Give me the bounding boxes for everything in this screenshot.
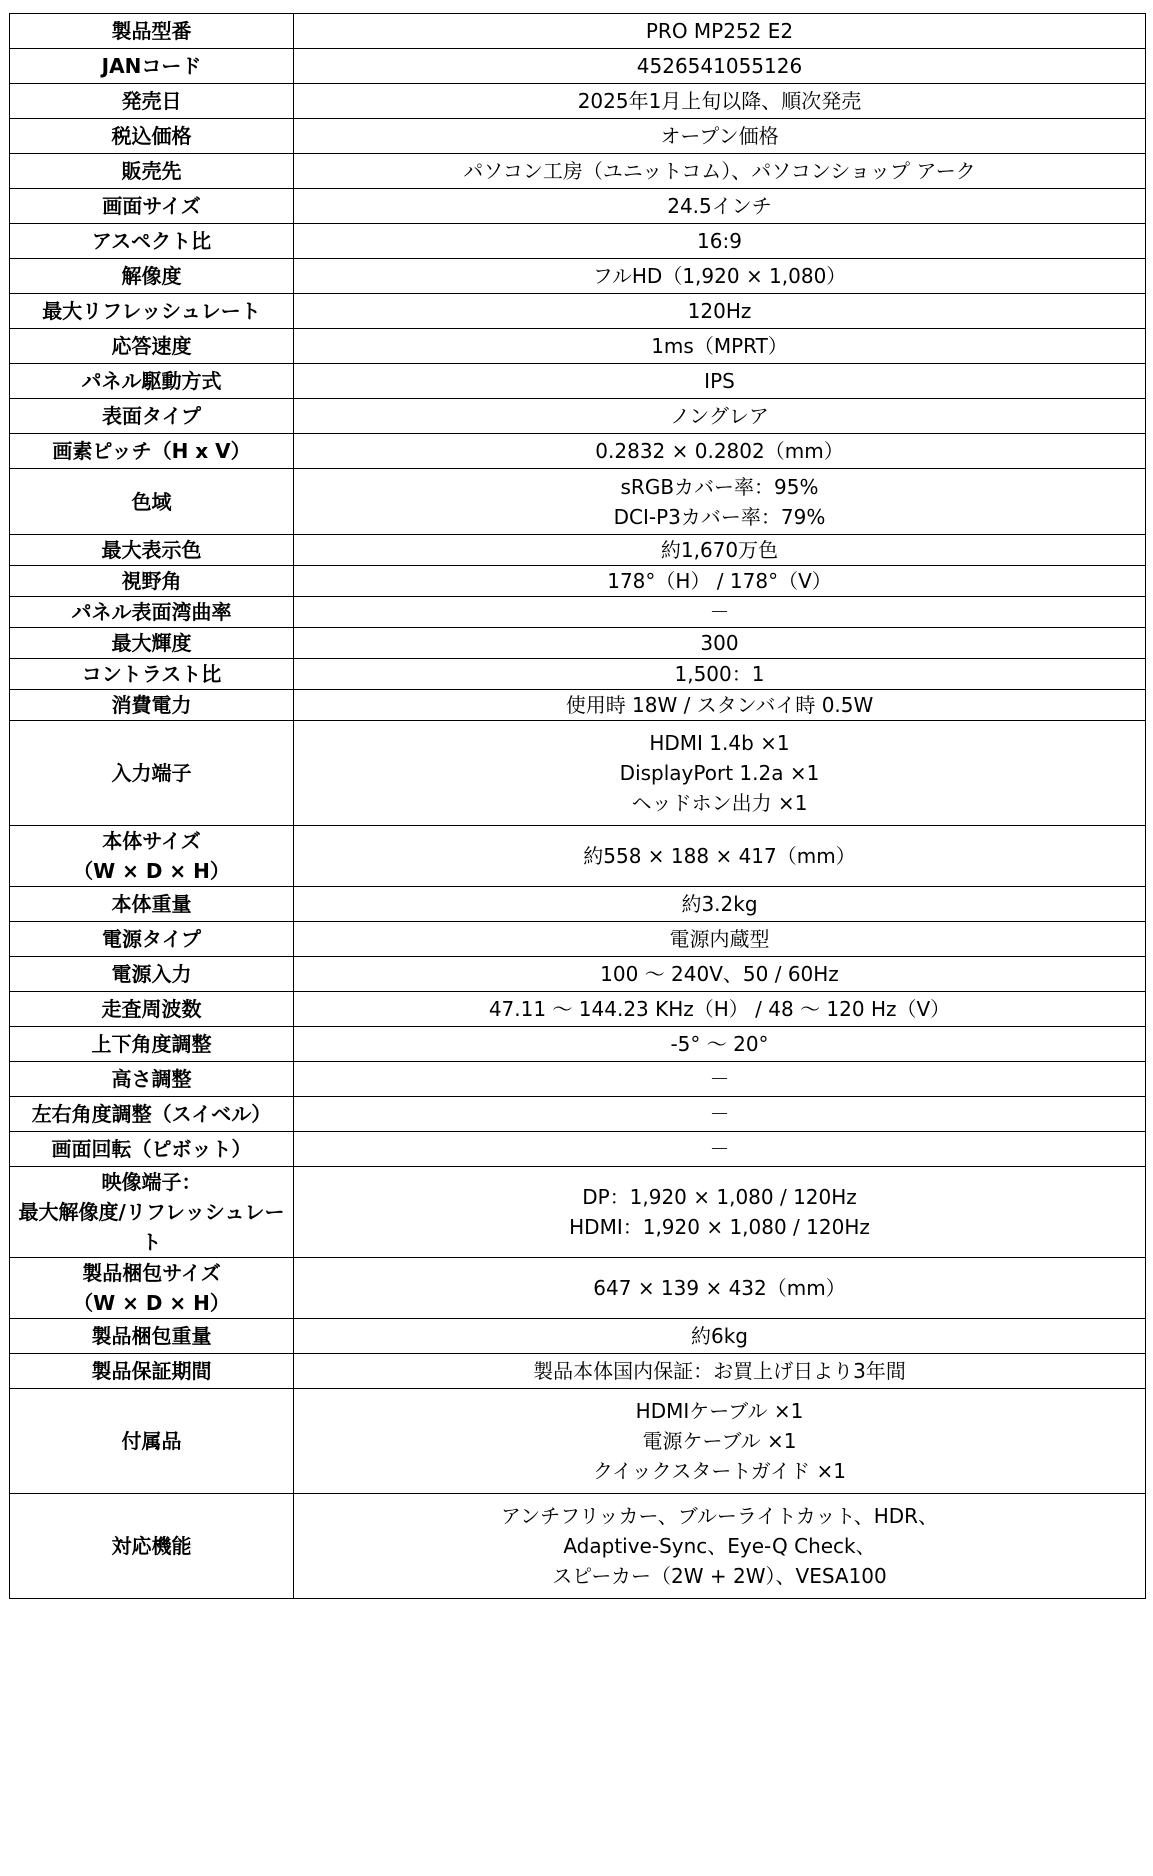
spec-row: [10, 826, 1146, 887]
spec-label: [10, 364, 294, 399]
spec-row: [10, 224, 1146, 259]
spec-value: [294, 469, 1146, 535]
spec-label-line: 表面タイプ: [102, 404, 201, 428]
spec-value: [294, 721, 1146, 826]
spec-row: [10, 119, 1146, 154]
spec-label-line: コントラスト比: [81, 662, 222, 686]
spec-row: [10, 1354, 1146, 1389]
spec-label-line: 電源タイプ: [102, 927, 201, 951]
spec-value-line: 0.2832 × 0.2802（mm）: [595, 439, 844, 463]
spec-row: [10, 329, 1146, 364]
spec-label-line: 解像度: [121, 264, 182, 288]
spec-value: [294, 1389, 1146, 1494]
spec-label: [10, 259, 294, 294]
spec-row: [10, 1319, 1146, 1354]
spec-row: [10, 84, 1146, 119]
spec-label: [10, 1062, 294, 1097]
spec-value: [294, 566, 1146, 597]
spec-value-line: オープン価格: [660, 124, 779, 148]
spec-value: [294, 1494, 1146, 1599]
spec-value-line: －: [709, 1137, 730, 1161]
spec-row: [10, 49, 1146, 84]
spec-row: [10, 957, 1146, 992]
spec-label-line: 視野角: [121, 569, 182, 593]
spec-label-line: 色域: [131, 489, 172, 514]
spec-row: [10, 399, 1146, 434]
spec-row: [10, 721, 1146, 826]
spec-label-line: 画面回転（ピボット）: [51, 1137, 252, 1161]
spec-label-line: 応答速度: [111, 334, 192, 358]
spec-label: [10, 659, 294, 690]
spec-label: [10, 1494, 294, 1599]
spec-row: [10, 364, 1146, 399]
spec-row: [10, 535, 1146, 566]
spec-value-line: 16:9: [697, 229, 742, 253]
spec-value-line: HDMI：1,920 × 1,080 / 120Hz: [569, 1215, 870, 1239]
spec-label-line: JANコード: [101, 54, 202, 78]
spec-row: [10, 1389, 1146, 1494]
spec-label: [10, 922, 294, 957]
spec-label-line: 最大表示色: [101, 538, 202, 562]
spec-value-line: クイックスタートガイド ×1: [592, 1459, 847, 1483]
spec-label: [10, 887, 294, 922]
spec-label: [10, 826, 294, 887]
spec-label-line: 画面サイズ: [102, 194, 201, 218]
spec-label-line: アスペクト比: [91, 229, 212, 253]
spec-label: [10, 1389, 294, 1494]
spec-row: [10, 1494, 1146, 1599]
spec-row: [10, 566, 1146, 597]
spec-value-line: 製品本体国内保証：お買上げ日より3年間: [533, 1359, 906, 1383]
spec-value: [294, 1062, 1146, 1097]
spec-value-line: アンチフリッカー、ブルーライトカット、HDR、: [500, 1504, 939, 1528]
spec-label: [10, 189, 294, 224]
spec-label-line: 入力端子: [111, 761, 192, 785]
spec-value: [294, 364, 1146, 399]
spec-value-line: 120Hz: [687, 299, 752, 323]
spec-label: [10, 329, 294, 364]
spec-row: [10, 1097, 1146, 1132]
spec-label: [10, 992, 294, 1027]
spec-row: [10, 628, 1146, 659]
spec-value: [294, 690, 1146, 721]
spec-value-line: 使用時 18W / スタンバイ時 0.5W: [565, 693, 874, 717]
spec-label: [10, 1132, 294, 1167]
spec-label: [10, 690, 294, 721]
spec-label-line: 製品梱包サイズ: [82, 1261, 221, 1285]
spec-value-line: DP：1,920 × 1,080 / 120Hz: [582, 1185, 857, 1209]
spec-label-line: 製品保証期間: [91, 1359, 212, 1383]
spec-value-line: 2025年1月上旬以降、順次発売: [577, 89, 862, 113]
spec-label-line: 税込価格: [111, 124, 192, 148]
spec-table: [9, 13, 1146, 1599]
spec-label: [10, 294, 294, 329]
spec-value-line: 300: [700, 631, 739, 655]
spec-table-body: [10, 14, 1146, 1599]
spec-value-line: フルHD（1,920 × 1,080）: [592, 264, 847, 288]
spec-row: [10, 259, 1146, 294]
spec-label: [10, 154, 294, 189]
spec-label-line: 本体重量: [111, 892, 192, 916]
spec-label: [10, 957, 294, 992]
spec-value: [294, 259, 1146, 294]
spec-value-line: 1,500：1: [674, 662, 765, 686]
spec-label: [10, 14, 294, 49]
spec-label-line: （W × D × H）: [73, 859, 230, 883]
spec-value: [294, 628, 1146, 659]
spec-value-line: HDMIケーブル ×1: [635, 1399, 804, 1423]
spec-label-line: 高さ調整: [111, 1067, 192, 1091]
spec-value: [294, 84, 1146, 119]
spec-value-line: PRO MP252 E2: [645, 19, 794, 43]
spec-label-line: 本体サイズ: [102, 829, 201, 853]
spec-label: [10, 469, 294, 535]
spec-value-line: DisplayPort 1.2a ×1: [619, 761, 820, 785]
spec-row: [10, 922, 1146, 957]
spec-value: [294, 887, 1146, 922]
spec-value: [294, 189, 1146, 224]
spec-label: [10, 721, 294, 826]
spec-label-line: 画素ピッチ（H x V）: [52, 439, 251, 463]
spec-row: [10, 1062, 1146, 1097]
spec-value-line: 約1,670万色: [660, 538, 779, 562]
spec-label: [10, 1258, 294, 1319]
spec-value: [294, 329, 1146, 364]
spec-label-line: 映像端子：: [101, 1170, 202, 1194]
spec-value-line: DCI-P3カバー率：79%: [613, 504, 826, 529]
spec-value-line: 647 × 139 × 432（mm）: [593, 1276, 846, 1300]
spec-label: [10, 628, 294, 659]
spec-row: [10, 14, 1146, 49]
spec-value: [294, 957, 1146, 992]
spec-value-line: -5° ～ 20°: [670, 1032, 769, 1056]
spec-label: [10, 1354, 294, 1389]
spec-value-line: スピーカー（2W + 2W）、VESA100: [552, 1564, 887, 1588]
spec-value-line: 約6kg: [690, 1324, 748, 1348]
spec-row: [10, 189, 1146, 224]
spec-label-line: 販売先: [121, 159, 182, 183]
spec-value: [294, 1132, 1146, 1167]
spec-value-line: ノングレア: [670, 404, 769, 428]
spec-label-line: 消費電力: [111, 693, 192, 717]
spec-value-line: 約3.2kg: [681, 892, 758, 916]
spec-label: [10, 119, 294, 154]
spec-label: [10, 1167, 294, 1258]
spec-label: [10, 434, 294, 469]
spec-label: [10, 84, 294, 119]
spec-value: [294, 49, 1146, 84]
spec-value-line: 47.11 ～ 144.23 KHz（H） / 48 ～ 120 Hz（V）: [488, 997, 951, 1021]
spec-value: [294, 14, 1146, 49]
spec-label-line: 最大輝度: [111, 631, 192, 655]
spec-value-line: ヘッドホン出力 ×1: [631, 791, 808, 815]
spec-value: [294, 992, 1146, 1027]
spec-value: [294, 399, 1146, 434]
spec-row: [10, 659, 1146, 690]
spec-label-line: 付属品: [121, 1429, 182, 1453]
spec-value-line: パソコン工房（ユニットコム）、パソコンショップ アーク: [463, 159, 976, 183]
spec-value: [294, 826, 1146, 887]
spec-label: [10, 1319, 294, 1354]
spec-value: [294, 154, 1146, 189]
spec-value: [294, 659, 1146, 690]
spec-row: [10, 1258, 1146, 1319]
spec-label-line: 最大解像度/リフレッシュレート: [18, 1200, 285, 1254]
spec-label-line: 対応機能: [111, 1534, 192, 1558]
spec-label: [10, 1097, 294, 1132]
spec-label-line: 製品型番: [111, 19, 192, 43]
spec-label-line: 電源入力: [111, 962, 192, 986]
spec-value-line: －: [709, 1067, 730, 1091]
spec-label-line: 走査周波数: [101, 997, 202, 1021]
spec-value: [294, 294, 1146, 329]
spec-value-line: 約558 × 188 × 417（mm）: [583, 844, 856, 868]
spec-value-line: HDMI 1.4b ×1: [649, 731, 790, 755]
spec-value-line: sRGBカバー率：95%: [620, 474, 819, 499]
spec-label: [10, 566, 294, 597]
spec-label: [10, 535, 294, 566]
spec-value-line: Adaptive-Sync、Eye-Q Check、: [563, 1534, 876, 1558]
spec-value: [294, 597, 1146, 628]
spec-row: [10, 887, 1146, 922]
spec-value-line: 178°（H） / 178°（V）: [607, 569, 832, 593]
spec-row: [10, 469, 1146, 535]
spec-label: [10, 399, 294, 434]
spec-row: [10, 154, 1146, 189]
spec-row: [10, 434, 1146, 469]
spec-row: [10, 294, 1146, 329]
spec-value: [294, 1167, 1146, 1258]
spec-row: [10, 1027, 1146, 1062]
spec-value-line: IPS: [704, 369, 735, 393]
spec-value: [294, 1097, 1146, 1132]
spec-label-line: パネル表面湾曲率: [71, 600, 232, 624]
spec-value: [294, 434, 1146, 469]
spec-value-line: 100 ～ 240V、50 / 60Hz: [600, 962, 839, 986]
spec-label-line: 発売日: [121, 89, 182, 113]
spec-row: [10, 1167, 1146, 1258]
spec-label-line: 製品梱包重量: [91, 1324, 212, 1348]
spec-value: [294, 1258, 1146, 1319]
spec-label-line: 最大リフレッシュレート: [42, 299, 261, 323]
spec-value-line: 電源ケーブル ×1: [642, 1429, 797, 1453]
spec-label: [10, 1027, 294, 1062]
spec-value-line: 4526541055126: [636, 54, 803, 78]
spec-label: [10, 224, 294, 259]
spec-value: [294, 1027, 1146, 1062]
spec-value: [294, 224, 1146, 259]
spec-value-line: 電源内蔵型: [669, 927, 770, 951]
spec-value: [294, 119, 1146, 154]
spec-label-line: （W × D × H）: [73, 1291, 230, 1315]
spec-value-line: －: [709, 1102, 730, 1126]
spec-value-line: 24.5インチ: [667, 194, 772, 218]
spec-value: [294, 535, 1146, 566]
spec-label: [10, 597, 294, 628]
spec-label: [10, 49, 294, 84]
spec-row: [10, 992, 1146, 1027]
spec-label-line: 上下角度調整: [91, 1032, 212, 1056]
spec-value: [294, 1319, 1146, 1354]
spec-value-line: 1ms（MPRT）: [651, 334, 788, 358]
spec-label-line: 左右角度調整（スイベル）: [31, 1102, 272, 1126]
spec-value-line: －: [709, 600, 730, 624]
spec-value: [294, 922, 1146, 957]
spec-row: [10, 597, 1146, 628]
spec-value: [294, 1354, 1146, 1389]
spec-row: [10, 1132, 1146, 1167]
spec-label-line: パネル駆動方式: [81, 369, 222, 393]
spec-row: [10, 690, 1146, 721]
